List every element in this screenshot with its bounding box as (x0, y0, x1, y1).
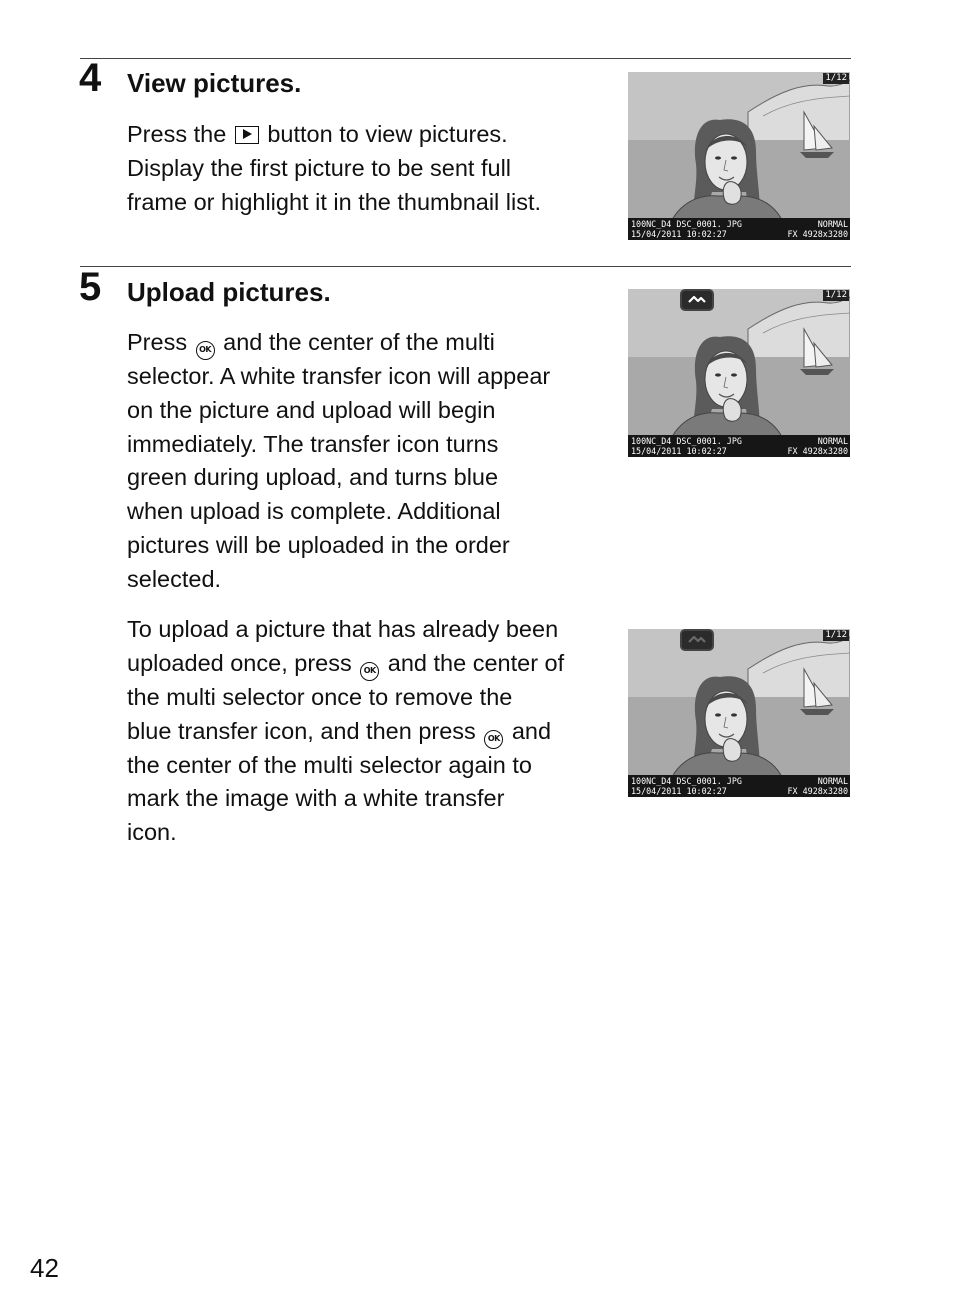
camera-playback-screen (628, 72, 850, 240)
page-number: 42 (30, 1253, 59, 1283)
text-line: selected. (127, 565, 222, 592)
photo-info-bar (628, 218, 850, 240)
time-recorded: 10:02:27 (686, 446, 727, 456)
camera-playback-screen (628, 629, 850, 797)
frame-counter: 1/12 (825, 290, 847, 300)
playback-button-icon (235, 126, 259, 144)
step-title: View pictures. (127, 68, 302, 98)
text-line: icon. (127, 819, 177, 846)
file-name: DSC_0001. JPG (676, 436, 742, 446)
folder-name: 100NC_D4 (631, 776, 672, 786)
text-line: immediately. The transfer icon turns (127, 430, 499, 457)
text-line: frame or highlight it in the thumbnail list. (127, 188, 542, 215)
frame-counter: 1/12 (825, 73, 847, 83)
section-divider (80, 266, 851, 267)
image-area: FX (787, 229, 798, 239)
text-line: the center of the multi selector again to (127, 751, 532, 778)
folder-name: 100NC_D4 (631, 219, 672, 229)
text-line: mark the image with a white transfer (127, 785, 505, 812)
photo-info-bar (628, 435, 850, 457)
folder-name: 100NC_D4 (631, 436, 672, 446)
text-line: on the picture and upload will begin (127, 396, 496, 423)
camera-playback-screen (628, 289, 850, 457)
text-line: pictures will be uploaded in the order (127, 531, 510, 558)
text-line: Press OK and the center of the multi (127, 326, 617, 360)
ok-button-icon: OK (484, 730, 503, 749)
text-line: uploaded once, press OK and the center of (127, 647, 617, 681)
text-line: Display the first picture to be sent full (127, 154, 512, 181)
image-area: FX (787, 786, 798, 796)
text-line: green during upload, and turns blue (127, 464, 499, 491)
image-size: 4928x3280 (802, 446, 848, 456)
image-area: FX (787, 446, 798, 456)
photo-info-bar (628, 775, 850, 797)
sample-photo (628, 289, 850, 457)
text-line: when upload is complete. Additional (127, 498, 501, 525)
transfer-icon (680, 289, 714, 311)
section-divider (80, 58, 851, 59)
time-recorded: 10:02:27 (686, 786, 727, 796)
step-paragraph (127, 326, 617, 597)
image-quality: NORMAL (817, 776, 848, 786)
ok-button-icon: OK (196, 341, 215, 360)
file-name: DSC_0001. JPG (676, 776, 742, 786)
text-line: Press the button to view pictures. (127, 121, 508, 147)
step-number: 4 (79, 56, 102, 100)
text-line: the multi selector once to remove the (127, 683, 513, 710)
sample-photo (628, 629, 850, 797)
date-recorded: 15/04/2011 (631, 446, 682, 456)
frame-counter: 1/12 (825, 630, 847, 640)
date-recorded: 15/04/2011 (631, 786, 682, 796)
ok-button-icon: OK (360, 662, 379, 681)
sample-photo (628, 72, 850, 240)
image-size: 4928x3280 (802, 229, 848, 239)
image-quality: NORMAL (817, 219, 848, 229)
text-line: selector. A white transfer icon will appear (127, 363, 551, 389)
time-recorded: 10:02:27 (686, 229, 727, 239)
file-name: DSC_0001. JPG (676, 219, 742, 229)
text-line: blue transfer icon, and then press OK and (127, 715, 617, 749)
step-paragraph (127, 118, 617, 219)
image-size: 4928x3280 (802, 786, 848, 796)
step-title: Upload pictures. (127, 277, 331, 307)
image-quality: NORMAL (817, 436, 848, 446)
transfer-icon (680, 629, 714, 651)
step-number: 5 (79, 265, 102, 309)
text-line: To upload a picture that has already been (127, 616, 559, 642)
step-paragraph (127, 613, 617, 850)
date-recorded: 15/04/2011 (631, 229, 682, 239)
